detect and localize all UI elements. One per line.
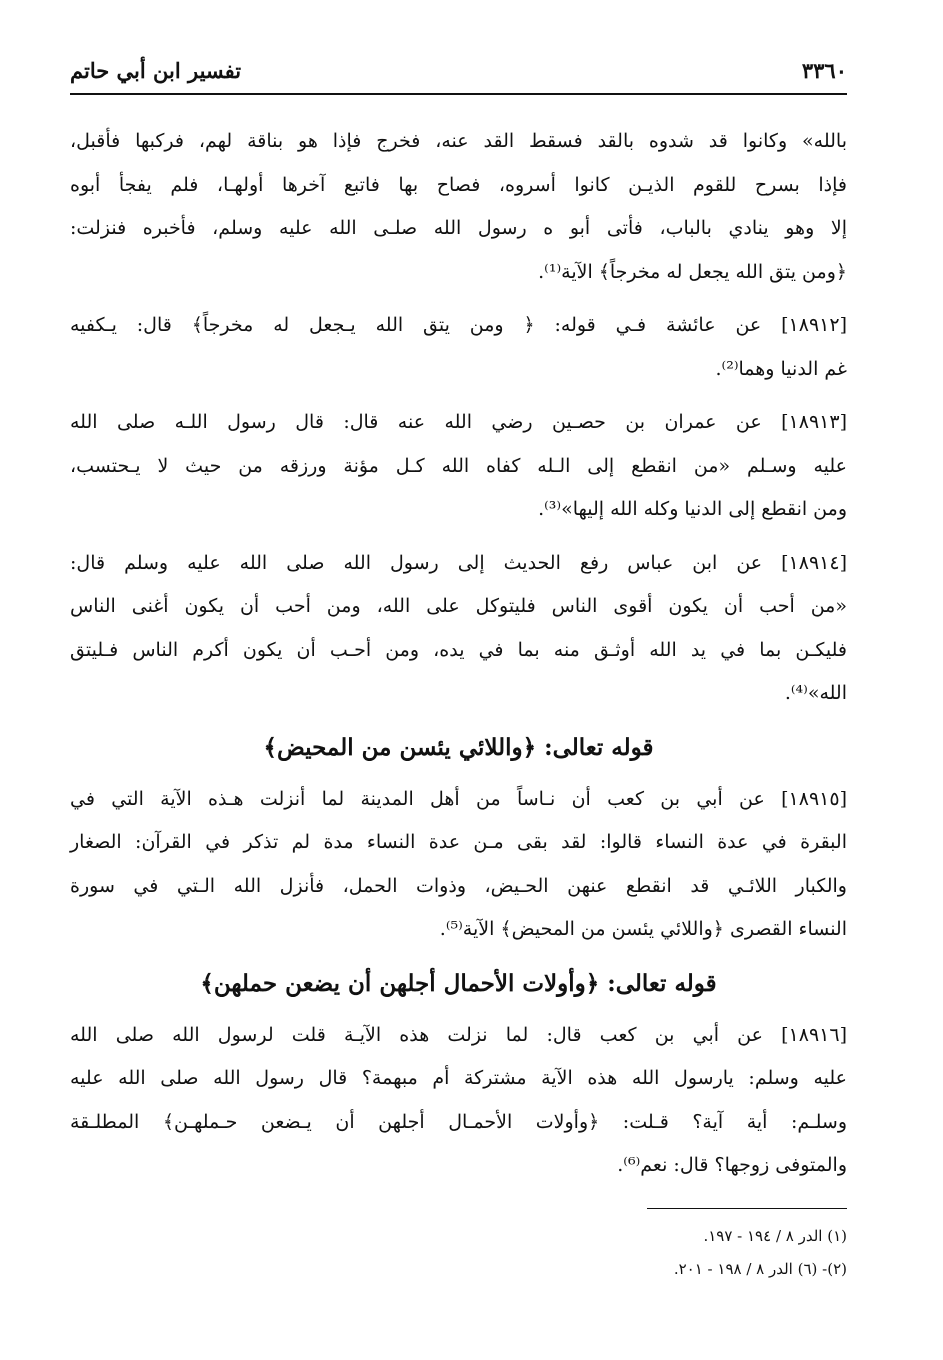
text-line: والمتوفى زوجها؟ قال: نعم⁽⁶⁾. bbox=[617, 1154, 847, 1176]
text-line: [١٨٩١٣] عن عمران بن حصـين رضي الله عنه قال: قال رسول اللـه صلى الله bbox=[70, 411, 847, 433]
footnote: (٢)- (٦) الدر ٨ / ١٩٨ - ٢٠١. bbox=[673, 1260, 847, 1278]
text-line: النساء القصرى ﴿واللائي يئسن من المحيض﴾ الآية⁽⁵⁾. bbox=[439, 918, 847, 940]
footnote-rule bbox=[647, 1208, 847, 1209]
text-line: فليكـن بما في يد الله أوثـق منه بما في يده، ومن أحـب أن يكون أكرم الناس فـليتق bbox=[70, 638, 847, 661]
page-number: ٣٣٦٠ bbox=[801, 57, 847, 83]
text-line: [١٨٩١٥] عن أبي بن كعب أن نـاساً من أهل المدينة لما أنزلت هـذه الآية التي في bbox=[70, 787, 847, 810]
text-line: غم الدنيا وهما⁽²⁾. bbox=[715, 357, 847, 380]
header-rule bbox=[70, 93, 847, 95]
text-line: ﴿ومن يتق الله يجعل له مخرجاً﴾ الآية⁽¹⁾. bbox=[538, 260, 847, 283]
page-body bbox=[70, 120, 847, 1198]
footnotes bbox=[70, 1220, 847, 1286]
paragraph-18915 bbox=[70, 778, 847, 952]
text-line: وسلـم: أية آية؟ قـلت: ﴿وأولات الأحمـال أجلهن أن يـضعن حـملهـن﴾ المطلـقة bbox=[70, 1110, 847, 1133]
text-line: [١٨٩١٦] عن أبي بن كعب قال: لما نزلت هذه الآيـة قلت لرسول الله صلى الله bbox=[70, 1023, 847, 1046]
text-line: عليه وسـلم «من انقطع إلى الـله كفاه الله كـل مؤنة ورزقه من حيث لا يـحتسب، bbox=[70, 454, 847, 477]
text-line: ومن انقطع إلى الدنيا وكله الله إليها»⁽³⁾. bbox=[538, 498, 847, 520]
footnote: (١) الدر ٨ / ١٩٤ - ١٩٧. bbox=[703, 1227, 847, 1245]
book-title: تفسير ابن أبي حاتم bbox=[70, 57, 242, 83]
paragraph-18916 bbox=[70, 1014, 847, 1188]
text-line: البقرة في عدة النساء قالوا: لقد بقى مـن عدة النساء مدة لم تذكر في القرآن: الصغار bbox=[70, 831, 847, 853]
text-line: [١٨٩١٤] عن ابن عباس رفع الحديث إلى رسول الله صلى الله عليه وسلم قال: bbox=[70, 551, 847, 574]
text-line: والكبار اللائـي قد انقطع عنهن الحـيض، وذوات الحمل، فأنزل الله الـتي في سورة bbox=[70, 874, 847, 897]
section-heading: قوله تعالى: ﴿وأولات الأحمال أجلهن أن يضعن حملهن﴾ bbox=[200, 969, 717, 997]
text-line: عليه وسلم: يارسول الله هذه الآية مشتركة أم مبهمة؟ قال رسول الله صلى الله عليه bbox=[70, 1067, 847, 1089]
text-line: «من أحب أن يكون أقوى الناس فليتوكل على الله، ومن أحب أن يكون أغنى الناس bbox=[70, 595, 847, 617]
paragraph-18914 bbox=[70, 542, 847, 716]
paragraph-1 bbox=[70, 120, 847, 294]
text-line: الله»⁽⁴⁾. bbox=[784, 682, 847, 704]
paragraph-18912 bbox=[70, 304, 847, 391]
section-heading: قوله تعالى: ﴿واللائي يئسن من المحيض﴾ bbox=[263, 733, 654, 761]
text-line: إلا وهو ينادي بالباب، فأتى أبو ه رسول الله صلـى الله عليه وسلم، فأخبره فنزلت: bbox=[70, 217, 847, 239]
page-header bbox=[70, 52, 847, 88]
text-line: فإذا بسرح للقوم الذيـن كانوا أسروه، فصاح بها فاتبع آخرها أولهـا، فلم يفجأ أبوه bbox=[70, 173, 847, 196]
text-line: [١٨٩١٢] عن عائشة فـي قوله: ﴿ ومن يتق الله يـجعل له مخرجاً﴾ قال: يـكفيه bbox=[70, 314, 847, 336]
text-line: بالله» وكانوا قد شدوه بالقد فسقط القد عنه، فخرج فإذا هو بناقة لهم، فركبها فأقبل، bbox=[70, 130, 847, 152]
paragraph-18913 bbox=[70, 401, 847, 532]
